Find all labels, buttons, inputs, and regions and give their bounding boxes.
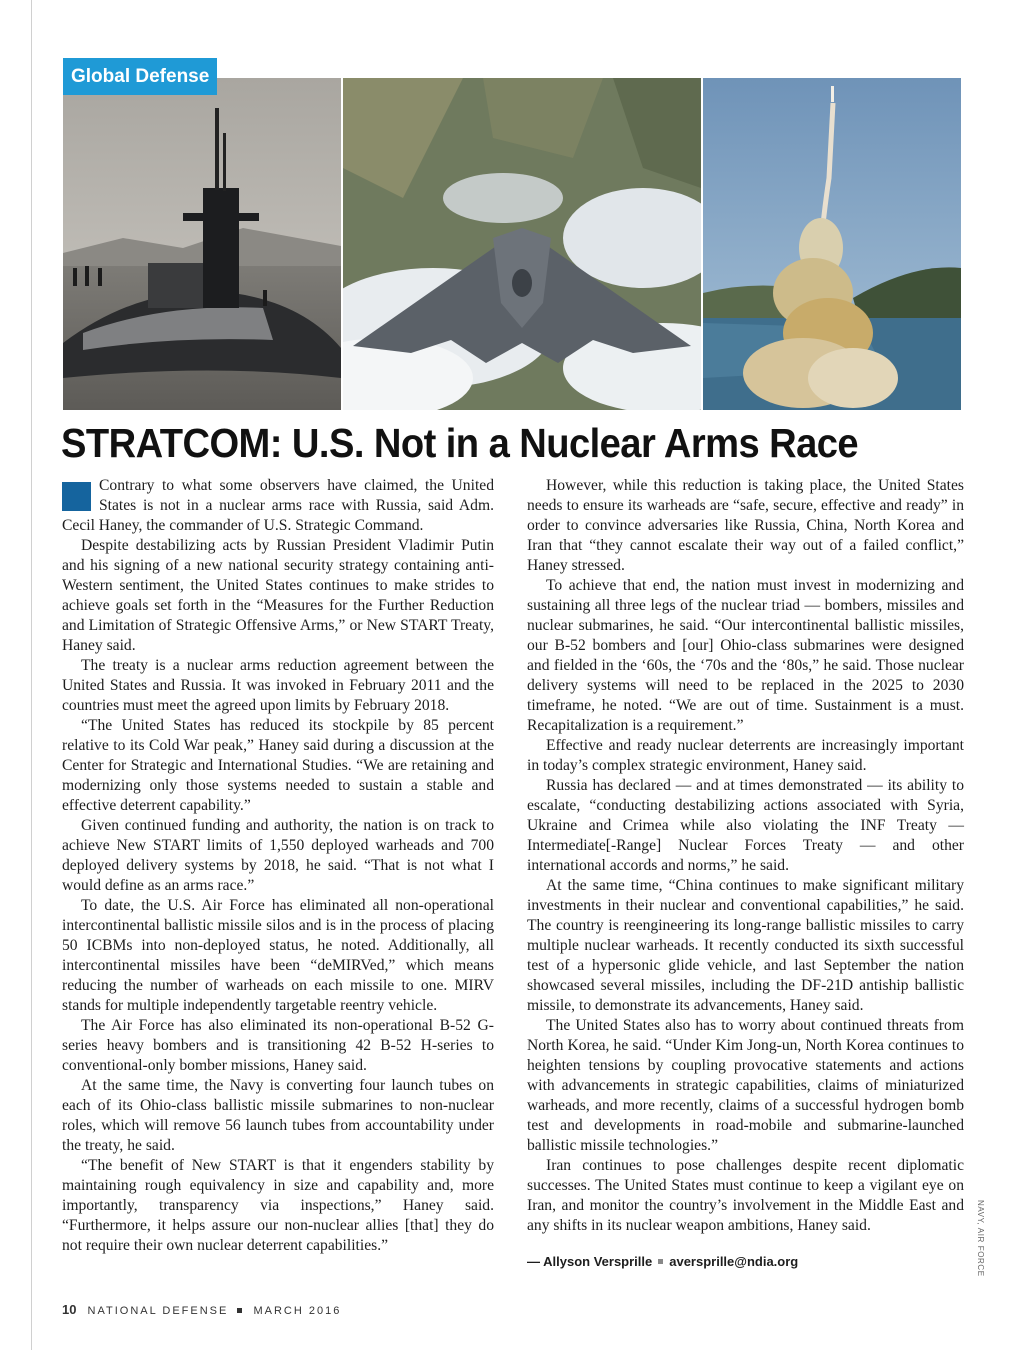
photo-strip xyxy=(63,78,961,410)
body-paragraph: Given continued funding and authority, the nation is on track to achieve New START limits of 1,550 deployed warheads and 700 deployed delivery systems by 2018, he said. “That is not what I would define as an arms race.” xyxy=(62,817,494,894)
page-margin-rule xyxy=(31,0,32,1350)
byline xyxy=(527,1252,964,1272)
body-paragraph: The treaty is a nuclear arms reduction agreement between the United States and Russia. It was invoked in February 2011 and the countries must meet the agreed upon limits by February 2018. xyxy=(62,657,494,714)
submarine-photo xyxy=(63,78,341,410)
body-paragraph: The Air Force has also eliminated its non-operational B-52 G-series heavy bombers and is transitioning 42 B-52 H-series to conventional-only bomber missions, Haney said. xyxy=(62,1017,494,1074)
body-paragraph: To achieve that end, the nation must invest in modernizing and sustaining all three legs of the nuclear triad — bombers, missiles and nuclear submarines, he said. “Our intercontinental ballistic missiles, our B-52 bombers and [our] Ohio-class submarines were designed and fielded in the ‘60s, the ‘70s and the ‘80s,” he said. Those nuclear delivery systems will need to be replaced in the 2025 to 2030 timeframe, he noted. “We are out of time. Sustainment is a must. Recapitalization is a requirement.” xyxy=(527,577,964,734)
stealth-bomber-icon xyxy=(343,78,701,410)
missile-launch-icon xyxy=(703,78,961,410)
article-column-right xyxy=(527,476,964,1272)
footer-separator xyxy=(237,1308,242,1313)
body-paragraph: At the same time, the Navy is converting four launch tubes on each of its Ohio-class ballistic missile submarines to non-nuclear roles, which will remove 56 launch tubes from accountability under the treaty, he said. xyxy=(62,1077,494,1154)
bomber-photo xyxy=(343,78,701,410)
body-paragraph: Effective and ready nuclear deterrents are increasingly important in today’s complex strategic environment, Haney said. xyxy=(527,737,964,774)
body-paragraph: Iran continues to pose challenges despite recent diplomatic successes. The United States must continue to keep a vigilant eye on Iran, and monitor the country’s involvement in the Middle East and any shifts in its nuclear weapon ambitions, Haney said. xyxy=(527,1157,964,1234)
body-paragraph: However, while this reduction is taking place, the United States needs to ensure its warheads are “safe, secure, effective and ready” in order to convince adversaries like Russia, China, North Korea and Iran that “they cannot escalate their way out of a failed conflict,” Haney stressed. xyxy=(527,477,964,574)
byline-separator xyxy=(658,1259,663,1264)
submarine-icon xyxy=(63,78,341,410)
page-footer xyxy=(62,1302,341,1317)
issue-date: MARCH 2016 xyxy=(253,1305,342,1317)
author-email[interactable]: aversprille@ndia.org xyxy=(669,1254,799,1269)
body-paragraph: Russia has declared — and at times demonstrated — its ability to escalate, “conducting destabilizing actions associated with Syria, Ukraine and Crimea while also violating the INF Treaty — Intermediate[-Range] Nuclear Forces Treaty — and other international accords and norms,” he said. xyxy=(527,777,964,874)
drop-cap-square xyxy=(62,482,91,511)
article-column-left xyxy=(62,476,494,1256)
body-paragraph: Despite destabilizing acts by Russian President Vladimir Putin and his signing of a new national security strategy containing anti-Western sentiment, the United States continues to make strides to achieve goals set forth in the “Measures for the Further Reduction and Limitation of Strategic Offensive Arms,” or New START Treaty, Haney said. xyxy=(62,537,494,654)
missile-photo xyxy=(703,78,961,410)
body-paragraph: Contrary to what some observers have claimed, the United States is not in a nuclear arms race with Russia, said Adm. Cecil Haney, the commander of U.S. Strategic Command. xyxy=(62,477,494,534)
body-paragraph: At the same time, “China continues to make significant military investments in their nuclear and conventional capabilities,” he said. The country is reengineering its long-range ballistic missiles to carry multiple nuclear warheads. It recently conducted its sixth successful test of a hypersonic glide vehicle, and last September the nation showcased several missiles, including the DF-21D antiship ballistic missile, to demonstrate its advancements, Haney said. xyxy=(527,877,964,1014)
publication-name: NATIONAL DEFENSE xyxy=(87,1305,229,1317)
body-paragraph: The United States also has to worry about continued threats from North Korea, he said. “Under Kim Jong-un, North Korea continues to heighten tensions by coupling provocative statements and actions with advancements in strategic capabilities, claims of miniaturized warheads, and more recently, claims of a successful hydrogen bomb test and developments in road-mobile and submarine-launched ballistic missile technologies.” xyxy=(527,1017,964,1154)
body-paragraph: “The benefit of New START is that it engenders stability by maintaining rough equivalency in size and capability and, more importantly, transparency via inspections,” Haney said. “Furthermore, it helps assure our non-nuclear allies [that] they do not require their own nuclear deterrent capabilities.” xyxy=(62,1157,494,1254)
body-paragraph: To date, the U.S. Air Force has eliminated all non-operational intercontinental ballistic missile silos and is in the process of placing 50 ICBMs into non-deployed status, he noted. Additionally, all intercontinental missiles have been “deMIRVed,” which means reducing the number of warheads on each missile to one. MIRV stands for multiple independently targetable reentry vehicle. xyxy=(62,897,494,1014)
body-paragraph: “The United States has reduced its stockpile by 85 percent relative to its Cold War peak,” Haney said during a discussion at the Center for Strategic and International Studies. “We are retaining and modernizing only those systems needed to sustain a stable and effective deterrent capability.” xyxy=(62,717,494,814)
page-number: 10 xyxy=(62,1302,77,1317)
section-label: Global Defense xyxy=(63,58,217,95)
photo-credit: NAVY, AIR FORCE xyxy=(976,1200,985,1277)
author-name: — Allyson Versprille xyxy=(527,1254,653,1269)
article-headline: STRATCOM: U.S. Not in a Nuclear Arms Race xyxy=(61,420,859,466)
